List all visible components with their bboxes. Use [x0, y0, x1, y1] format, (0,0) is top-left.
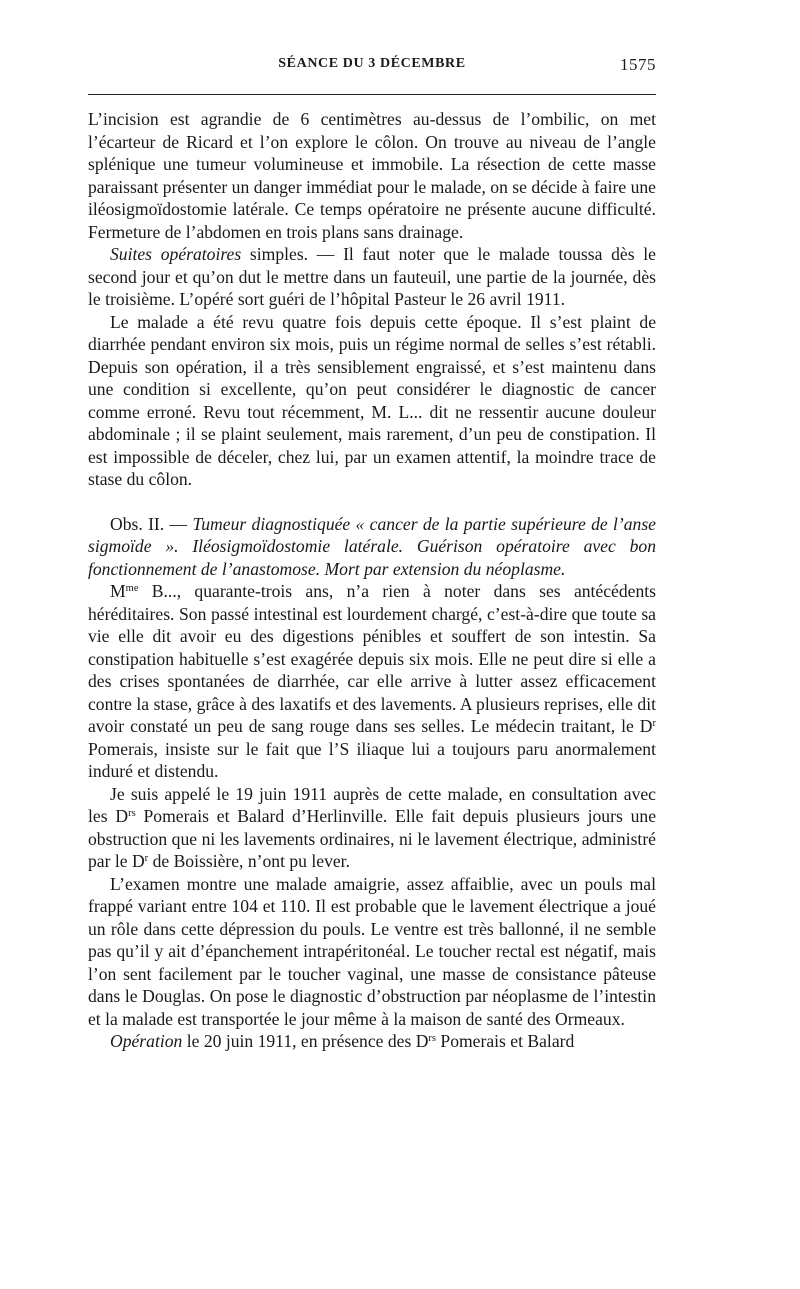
consultation-text-mid: Pomerais et Balard d’Herlinville. Elle fait depuis plusieurs jours une obstruction que ni les lavements ordinaires, ni le lavement électrique, administré par le D	[88, 806, 657, 871]
paragraph-operation	[88, 1030, 656, 1053]
section-gap	[88, 491, 656, 513]
consultation-text-end: de Boissière, n’ont pu lever.	[148, 851, 350, 871]
doctors-superscript: rs	[128, 808, 136, 819]
observation-heading	[88, 513, 656, 581]
operation-text: le 20 juin 1911, en présence des D	[182, 1031, 429, 1051]
consultation-text: Je suis appelé le 19 juin 1911 auprès de cette malade, en consultation avec les D	[88, 783, 656, 826]
operation-text-end: Pomerais et Balard	[436, 1031, 575, 1051]
mme-superscript: me	[125, 583, 139, 594]
paragraph-examination: L’examen montre une malade amaigrie, assez affaiblie, avec un pouls mal frappé variant entre 104 et 110. Il est probable que le lavement électrique a joué un rôle dans cette dépression du pouls. Le ventre est très ballonné, il ne semble pas qu’il y ait d’épanchement intrapéritonéal. Le toucher rectal est négatif, mais l’on sent facilement par le toucher vaginal, une masse de consistance pâteuse dans le Douglas. On pose le diagnostic d’obstruction par néoplasme de l’intestin et la malade est transportée le jour même à la maison de santé des Ormeaux.	[88, 873, 656, 1029]
operation-label: Opération	[110, 1031, 183, 1051]
doctor-superscript: r	[144, 853, 149, 864]
paragraph-patient-history	[88, 580, 656, 783]
mme-prefix: M	[110, 581, 126, 601]
page-header	[88, 56, 656, 82]
history-text-end: Pomerais, insiste sur le fait que l’S iliaque lui a toujours paru anormalement induré et distendu.	[88, 738, 656, 781]
page-number: 1575	[620, 55, 656, 74]
paragraph-incision: L’incision est agrandie de 6 centimètres au-dessus de l’ombilic, on met l’écarteur de Ricard et l’on explore le côlon. On trouve au niveau de l’angle splénique une tumeur volumineuse et immobile. La résection de cette masse paraissant présenter un danger immédiat pour le malade, on se décide à faire une iléosigmoïdostomie latérale. Ce temps opératoire ne présente aucune difficulté. Fermeture de l’abdomen en trois plans sans drainage.	[88, 109, 656, 242]
observation-title: Tumeur diagnostiquée « cancer de la partie supérieure de l’anse sigmoïde ». Iléosigmoïdostomie latérale. Guérison opératoire avec bon fonctionnement de l’anastomose. Mort par extension du néoplasme.	[88, 513, 656, 579]
suites-operatoires-label: Suites opératoires	[110, 244, 242, 264]
running-title: SÉANCE DU 3 DÉCEMBRE	[278, 56, 466, 71]
doctor-superscript: r	[652, 718, 656, 729]
doctors-superscript: rs	[428, 1033, 437, 1044]
body-text	[88, 108, 656, 1053]
paragraph-consultation	[88, 783, 656, 873]
observation-label: Obs. II. —	[110, 513, 193, 534]
header-rule	[88, 94, 656, 95]
history-text: B..., quarante-trois ans, n’a rien à noter dans ses antécédents héréditaires. Son passé intestinal est lourdement chargé, c’est-à-dire que toute sa vie elle dit avoir eu des digestions pénibles et souffert de son intestin. Sa constipation habituelle s’est exagérée depuis six mois. Elle ne peut dire si elle a des crises spontanées de diarrhée, car elle arrive à lutter assez efficacement contre la stase, grâce à des laxatifs et des lavements. A plusieurs reprises, elle dit avoir constaté un peu de sang rouge dans ses selles. Le médecin traitant, le D	[88, 581, 656, 736]
paragraph-suites-operatoires	[88, 243, 656, 311]
suites-operatoires-text: simples. — Il faut noter que le malade toussa dès le second jour et qu’on dut le mettre dans un fauteuil, une partie de la journée, dès le troisième. L’opéré sort guéri de l’hôpital Pasteur le 26 avril 1911.	[88, 244, 656, 309]
paragraph-follow-up: Le malade a été revu quatre fois depuis cette époque. Il s’est plaint de diarrhée pendant environ six mois, puis un régime normal de selles s’est rétabli. Depuis son opération, il a très sensiblement engraissé, et s’est maintenu dans une condition si excellente, qu’on peut considérer le diagnostic de cancer comme erroné. Revu tout récemment, M. L... dit ne ressentir aucune douleur abdominale ; il se plaint seulement, mais rarement, d’un peu de constipation. Il est impossible de déceler, chez lui, par un examen attentif, la moindre trace de stase du côlon.	[88, 311, 656, 489]
